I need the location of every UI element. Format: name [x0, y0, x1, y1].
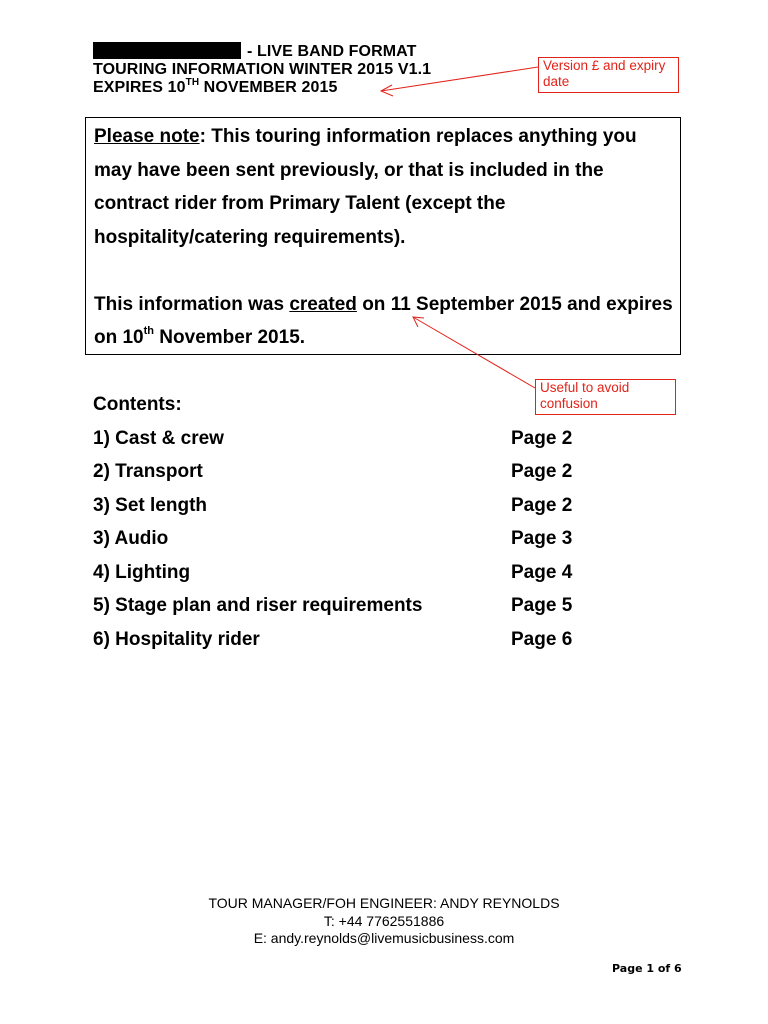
toc-page: Page 2 — [511, 461, 573, 482]
expiry-line — [93, 76, 431, 97]
expiry-suffix: NOVEMBER 2015 — [199, 79, 338, 96]
toc-label: 3) Audio — [93, 528, 169, 549]
created-suffix: November 2015. — [154, 327, 306, 348]
contact-footer — [0, 895, 768, 948]
created-word: created — [289, 293, 357, 315]
phone-line: T: +44 7762551886 — [323, 912, 445, 929]
toc-page: Page 6 — [511, 628, 573, 650]
toc-row — [93, 489, 653, 523]
toc-page: Page 4 — [511, 561, 573, 583]
toc-row — [93, 623, 653, 657]
created-paragraph — [94, 288, 679, 355]
contents-title: Contents: — [93, 394, 182, 415]
tour-manager-line: TOUR MANAGER/FOH ENGINEER: ANDY REYNOLDS — [208, 895, 560, 911]
note-label: Please note — [94, 126, 200, 147]
note-body: : This touring information replaces anything you may have been sent previously, or that is included in the contract rider from Primary Talent (except the hospitality/catering requirements). — [94, 126, 637, 248]
toc-page: Page 2 — [511, 494, 573, 516]
created-prefix: This information was — [94, 293, 290, 315]
toc-label: 1) Cast & crew — [93, 427, 224, 449]
please-note-box — [85, 117, 681, 355]
contents-section — [93, 388, 653, 656]
toc-label: 4) Lighting — [93, 561, 191, 583]
note-text — [94, 120, 679, 355]
toc-label: 6) Hospitality rider — [93, 628, 260, 650]
toc-row — [93, 522, 653, 556]
toc-label: 3) Set length — [93, 494, 208, 516]
header-title-line — [93, 42, 431, 61]
email-line: E: andy.reynolds@livemusicbusiness.com — [253, 930, 515, 946]
confusion-annotation: Useful to avoid confusion — [535, 379, 676, 415]
toc-label: 5) Stage plan and riser requirements — [93, 595, 423, 616]
expiry-prefix: EXPIRES 10 — [93, 79, 186, 96]
version-annotation: Version £ and expiry date — [538, 57, 679, 93]
created-middle: on 11 September 2015 and expires on 10 — [94, 293, 673, 348]
toc-page: Page 5 — [511, 595, 573, 616]
band-format-text: - LIVE BAND FORMAT — [247, 43, 417, 60]
toc-page: Page 2 — [511, 427, 573, 449]
toc-row — [93, 455, 653, 489]
toc-page: Page 3 — [511, 528, 573, 549]
document-header — [93, 42, 431, 97]
expiry-superscript: TH — [185, 76, 200, 88]
redaction-bar — [93, 42, 241, 59]
note-paragraph — [94, 120, 679, 254]
toc-row — [93, 589, 653, 623]
toc-row — [93, 556, 653, 590]
toc-row — [93, 422, 653, 456]
touring-info-title: TOURING INFORMATION WINTER 2015 V1.1 — [93, 61, 432, 78]
toc-label: 2) Transport — [93, 461, 203, 482]
created-superscript: th — [143, 324, 155, 337]
page-number: Page 1 of 6 — [612, 962, 682, 975]
